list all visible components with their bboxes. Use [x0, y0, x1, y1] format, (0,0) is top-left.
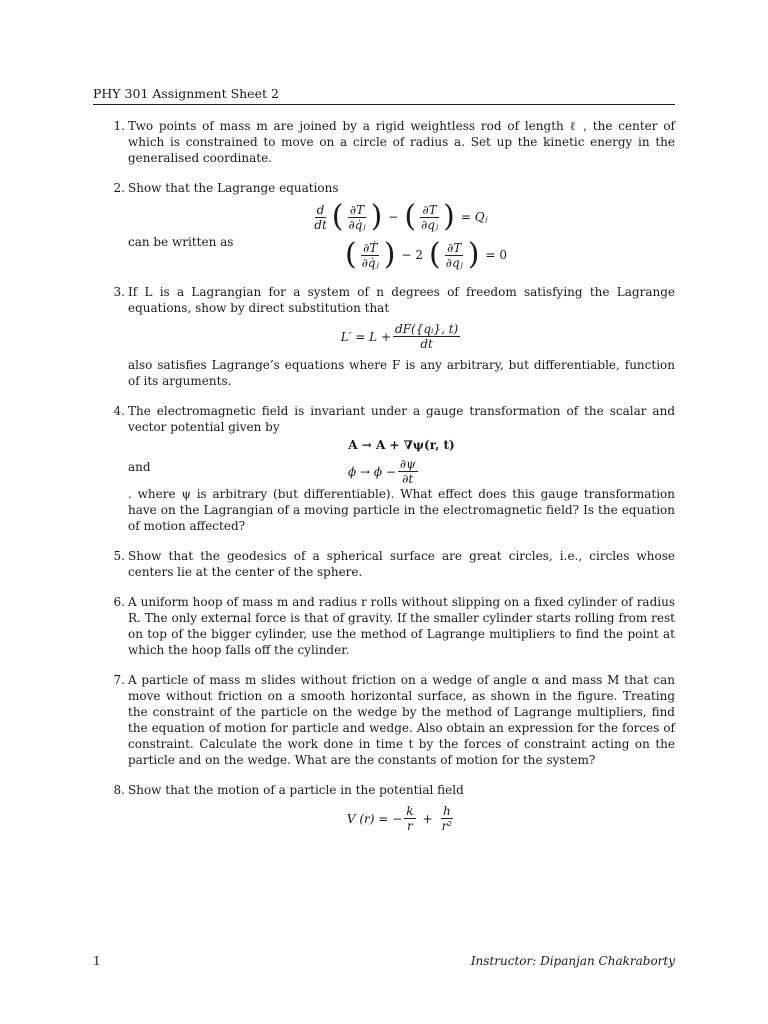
problem-text: A particle of mass m slides without friction on a wedge of angle α and mass M that can move without friction on a smooth horizontal surface, as shown in the figure. Treating the constraint of the particle on the wedge by the method of Lagrange multipliers, find the equation of motion for particle and wedge. Also obtain an expression for the forces of constraint. Calculate the work done in time t by the forces of constraint acting on the particle and on the wedge. What are the constants of motion for the system? — [128, 673, 675, 767]
problem-8 — [93, 782, 675, 833]
problem-number: 4. — [113, 404, 125, 418]
lagrange-equation-alt: ( $\frac{\text{∂Ṫ}}{\text{∂q̇ⱼ}}$ ) − 2 ( $\frac{\partial T}{\text{∂qⱼ}}$ ) = 0 — [345, 237, 508, 272]
scalar-potential-gauge: ϕ → ϕ − $\frac{\partial\psi}{\partial t}$ — [348, 457, 416, 486]
fraction: $\frac{k}{r}$ — [406, 804, 414, 833]
problem-text: . where ψ is arbitrary (but differentiable). What effect does this gauge transformation have on the Lagrangian of a moving particle in the electromagnetic field? Is the equation of motion affected? — [128, 487, 675, 533]
problem-number: 1. — [113, 119, 125, 133]
page-footer — [93, 954, 675, 968]
problem-text: Show that the Lagrange equations — [128, 181, 339, 195]
fraction: $\frac{\partial T}{\text{∂qⱼ}}$ — [445, 240, 463, 270]
problem-5 — [93, 548, 675, 580]
fraction: $\frac{\text{dF(\{qᵢ\}, t)}}{dt}$ — [395, 322, 459, 351]
problem-7 — [93, 672, 675, 768]
problem-4 — [93, 403, 675, 534]
page-title: PHY 301 Assignment Sheet 2 — [93, 86, 279, 101]
page-header — [93, 86, 675, 105]
fraction: $\frac{\text{∂Ṫ}}{\text{∂q̇ⱼ}}$ — [361, 240, 379, 270]
vector-potential-gauge: A → A + ∇ψ(r, t) — [348, 438, 455, 452]
equation-row — [128, 235, 675, 272]
problem-number: 6. — [113, 595, 125, 609]
problem-list — [93, 118, 675, 847]
problem-text: Show that the motion of a particle in the potential field — [128, 783, 464, 797]
potential-field-equation: V (r) = − $\frac{k}{r}$ + $\frac{h}{\text{r²}}$ — [346, 804, 453, 833]
problem-2 — [93, 180, 675, 270]
fraction: $\frac{\partial T}{\text{∂qⱼ}}$ — [421, 202, 439, 232]
page-number: 1 — [93, 954, 101, 968]
problem-number: 7. — [113, 673, 125, 687]
problem-number: 2. — [113, 181, 125, 195]
fraction: $\frac{d}{dt}$ — [314, 202, 327, 232]
fraction: $\frac{\partial\psi}{\partial t}$ — [399, 457, 416, 486]
problem-1 — [93, 118, 675, 166]
fraction: $\frac{h}{\text{r²}}$ — [441, 804, 453, 833]
problem-text: also satisfies Lagrange’s equations where F is any arbitrary, but differentiable, function of its arguments. — [128, 358, 675, 388]
equation-row: and ϕ → ϕ − $\frac{\partial\psi}{\partial t}$ — [128, 457, 675, 486]
problem-number: 3. — [113, 285, 125, 299]
problem-text: can be written as — [128, 235, 234, 249]
instructor-name: Instructor: Dipanjan Chakraborty — [470, 954, 675, 968]
problem-6 — [93, 594, 675, 658]
problem-text: Show that the geodesics of a spherical surface are great circles, i.e., circles whose centers lie at the center of the sphere. — [128, 549, 675, 579]
problem-3 — [93, 284, 675, 389]
fraction: $\frac{\partial T}{\text{∂q̇ⱼ}}$ — [348, 202, 366, 232]
problem-text: Two points of mass m are joined by a rigid weightless rod of length ℓ , the center of which is constrained to move on a circle of radius a. Set up the kinetic energy in the generalised coordinate. — [128, 119, 675, 165]
problem-text: A uniform hoop of mass m and radius r rolls without slipping on a fixed cylinder of radius R. The only external force is that of gravity. If the smaller cylinder starts rolling from rest on top of the bigger cylinder, use the method of Lagrange multipliers to find the point at which the hoop falls off the cylinder. — [128, 595, 675, 657]
lagrangian-transform-equation: L′ = L + $\frac{\text{dF(\{qᵢ\}, t)}}{dt}$ — [340, 322, 459, 351]
problem-number: 5. — [113, 549, 125, 563]
problem-number: 8. — [113, 783, 125, 797]
lagrange-equation: $\frac{d}{dt}$ ( $\frac{\partial T}{\text{∂q̇ⱼ}}$ ) − ( $\frac{\partial T}{\text{∂qⱼ}}$ ) = Qⱼ — [314, 199, 488, 234]
problem-text: If L is a Lagrangian for a system of n degrees of freedom satisfying the Lagrange equations, show by direct substitution that — [128, 285, 675, 315]
problem-text: The electromagnetic field is invariant under a gauge transformation of the scalar and vector potential given by — [128, 404, 675, 434]
